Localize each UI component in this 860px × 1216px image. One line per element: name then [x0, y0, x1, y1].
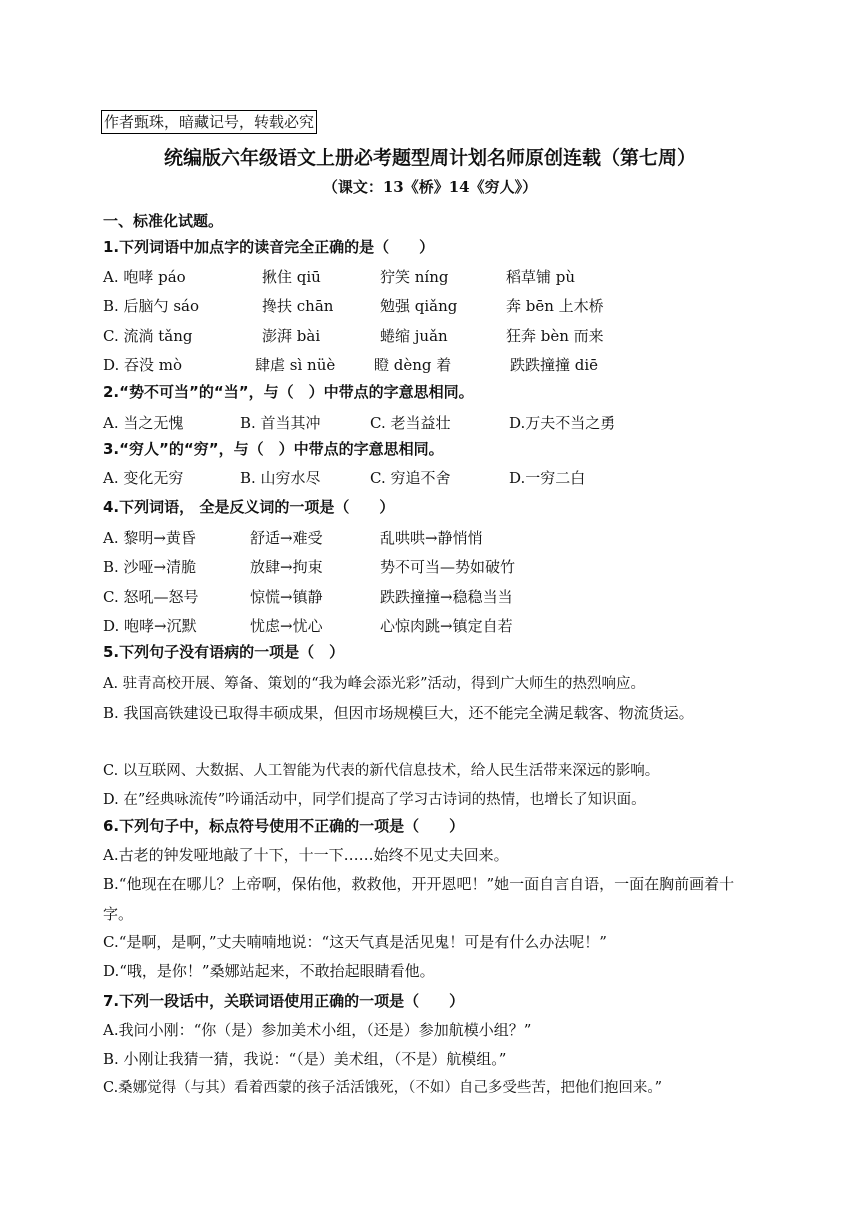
q1-option: 搀扶 chān: [262, 297, 334, 315]
q7-option-b: B. 小刚让我猜一猜，我说：“（是）美术组，（不是）航模组。”: [103, 1050, 507, 1068]
q1-option: 狞笑 níng: [380, 268, 449, 286]
question-3-stem: 3.“穷人”的“穷”，与（ ）中带点的字意思相同。: [103, 440, 444, 458]
q1-option: 稻草铺 pù: [506, 268, 576, 286]
q1-option: 揪住 qiū: [262, 268, 321, 286]
q6-option-d: D.“哦，是你！”桑娜站起来，不敢抬起眼睛看他。: [103, 962, 435, 980]
q1-option: 肆虐 sì nüè: [255, 356, 336, 374]
q4-option: 放肆→拘束: [250, 558, 323, 576]
q5-option-a: A. 驻青高校开展、筹备、策划的“我为峰会添光彩”活动，得到广大师生的热烈响应。: [103, 676, 646, 692]
q1-option: C. 流淌 tǎng: [103, 327, 193, 345]
q3-option: B. 山穷水尽: [240, 469, 321, 487]
q1-option: 澎湃 bài: [262, 327, 321, 345]
q4-option: 惊慌→镇静: [250, 588, 323, 606]
q4-option: B. 沙哑→清脆: [103, 558, 197, 576]
q2-option: B. 首当其冲: [240, 414, 321, 432]
q4-option: A. 黎明→黄昏: [103, 529, 196, 547]
document-title: 统编版六年级语文上册必考题型周计划名师原创连载（第七周）: [163, 147, 696, 169]
q4-option: 心惊肉跳→镇定自若: [380, 617, 513, 635]
q6-option-b: B.“他现在在哪儿？上帝啊，保佑他，救救他，开开恩吧！”她一面自言自语，一面在胸前画着十字。: [103, 875, 735, 923]
question-2-stem: 2.“势不可当”的“当”，与（ ）中带点的字意思相同。: [103, 383, 474, 401]
q1-option: 勉强 qiǎng: [380, 297, 458, 315]
q1-option: A. 咆哮 páo: [103, 268, 186, 286]
section-heading: 一、标准化试题。: [103, 212, 224, 230]
question-7-stem: 7.下列一段话中，关联词语使用正确的一项是（ ）: [103, 992, 465, 1010]
q3-option: D.一穷二白: [509, 469, 586, 487]
q7-option-a: A.我问小刚：“你（是）参加美术小组，（还是）参加航模小组？”: [103, 1021, 532, 1039]
question-6-stem: 6.下列句子中，标点符号使用不正确的一项是（ ）: [103, 817, 465, 835]
q6-option-a: A.古老的钟发哑地敲了十下，十一下……始终不见丈夫回来。: [103, 846, 509, 864]
q4-option: 势不可当—势如破竹: [380, 558, 516, 576]
q4-option: 跌跌撞撞→稳稳当当: [380, 588, 513, 606]
q6-option-c: C.“是啊，是啊，”丈夫喃喃地说：“这天气真是活见鬼！可是有什么办法呢！”: [103, 933, 607, 951]
q2-option: A. 当之无愧: [103, 414, 184, 432]
document-subtitle: （课文：13《桥》14《穷人》）: [322, 178, 538, 196]
q5-option-c: C. 以互联网、大数据、人工智能为代表的新代信息技术，给人民生活带来深远的影响。: [103, 763, 660, 779]
q4-option: D. 咆哮→沉默: [103, 617, 197, 635]
q1-option: B. 后脑勺 sáo: [103, 297, 199, 315]
copyright-notice: 作者甄珠，暗藏记号，转载必究: [101, 110, 317, 134]
q3-option: A. 变化无穷: [103, 469, 184, 487]
question-4-stem: 4.下列词语， 全是反义词的一项是（ ）: [103, 498, 395, 516]
q1-option: 蜷缩 juǎn: [380, 327, 448, 345]
question-1-stem: 1.下列词语中加点字的读音完全正确的是（ ）: [103, 238, 435, 256]
q4-option: 舒适→难受: [250, 529, 323, 547]
q5-option-d: D. 在”经典咏流传”吟诵活动中，同学们提高了学习古诗词的热情，也增长了知识面。: [103, 792, 646, 808]
q4-option: C. 怒吼—怒号: [103, 588, 199, 606]
q1-option: 跌跌撞撞 diē: [510, 356, 599, 374]
q4-option: 乱哄哄→静悄悄: [380, 529, 483, 547]
q7-option-c: C.桑娜觉得（与其）看着西蒙的孩子活活饿死，（不如）自己多受些苦，把他们抱回来。”: [103, 1080, 663, 1096]
q3-option: C. 穷追不舍: [370, 469, 451, 487]
question-5-stem: 5.下列句子没有语病的一项是（ ）: [103, 643, 345, 661]
q5-option-b: B. 我国高铁建设已取得丰硕成果，但因市场规模巨大，还不能完全满足载客、物流货运。: [103, 704, 694, 722]
q4-option: 忧虑→忧心: [250, 617, 323, 635]
q1-option: 狂奔 bèn 而来: [506, 327, 604, 345]
q2-option: C. 老当益壮: [370, 414, 451, 432]
q1-option: 瞪 dèng 着: [374, 356, 452, 374]
q1-option: 奔 bēn 上木桥: [506, 297, 604, 315]
q2-option: D.万夫不当之勇: [509, 414, 616, 432]
q1-option: D. 吞没 mò: [103, 356, 183, 374]
